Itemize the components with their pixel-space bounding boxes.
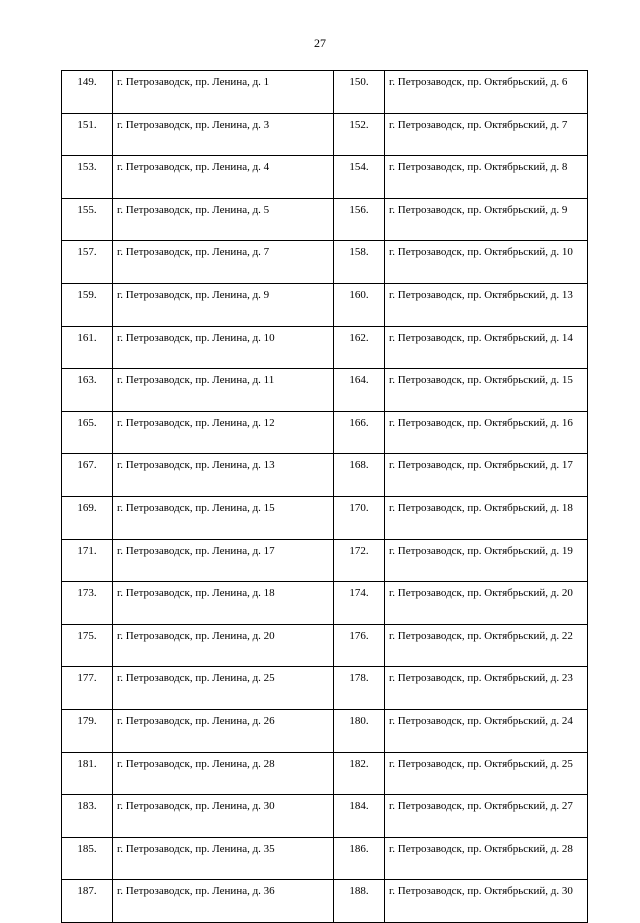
table-row [62,326,588,369]
address-right: г. Петрозаводск, пр. Октябрьский, д. 13 [385,283,588,326]
table-row [62,709,588,752]
address-right: г. Петрозаводск, пр. Октябрьский, д. 7 [385,113,588,156]
address-left: г. Петрозаводск, пр. Ленина, д. 4 [113,156,334,199]
row-number-right: 170. [334,496,385,539]
row-number-right: 188. [334,880,385,923]
row-number-left: 175. [62,624,113,667]
table-row [62,241,588,284]
address-left: г. Петрозаводск, пр. Ленина, д. 28 [113,752,334,795]
address-right: г. Петрозаводск, пр. Октябрьский, д. 28 [385,837,588,880]
row-number-left: 165. [62,411,113,454]
address-right: г. Петрозаводск, пр. Октябрьский, д. 25 [385,752,588,795]
address-left: г. Петрозаводск, пр. Ленина, д. 25 [113,667,334,710]
table-row [62,454,588,497]
address-left: г. Петрозаводск, пр. Ленина, д. 9 [113,283,334,326]
address-table-body [62,71,588,923]
address-left: г. Петрозаводск, пр. Ленина, д. 18 [113,582,334,625]
address-right: г. Петрозаводск, пр. Октябрьский, д. 14 [385,326,588,369]
address-right: г. Петрозаводск, пр. Октябрьский, д. 6 [385,71,588,114]
row-number-left: 179. [62,709,113,752]
address-right: г. Петрозаводск, пр. Октябрьский, д. 22 [385,624,588,667]
address-right: г. Петрозаводск, пр. Октябрьский, д. 16 [385,411,588,454]
row-number-right: 158. [334,241,385,284]
table-row [62,369,588,412]
address-right: г. Петрозаводск, пр. Октябрьский, д. 23 [385,667,588,710]
row-number-right: 178. [334,667,385,710]
address-right: г. Петрозаводск, пр. Октябрьский, д. 10 [385,241,588,284]
row-number-left: 173. [62,582,113,625]
address-left: г. Петрозаводск, пр. Ленина, д. 20 [113,624,334,667]
address-left: г. Петрозаводск, пр. Ленина, д. 10 [113,326,334,369]
address-left: г. Петрозаводск, пр. Ленина, д. 30 [113,795,334,838]
row-number-left: 157. [62,241,113,284]
address-left: г. Петрозаводск, пр. Ленина, д. 35 [113,837,334,880]
page-number: 27 [314,36,326,50]
address-right: г. Петрозаводск, пр. Октябрьский, д. 20 [385,582,588,625]
row-number-right: 150. [334,71,385,114]
row-number-left: 167. [62,454,113,497]
address-left: г. Петрозаводск, пр. Ленина, д. 5 [113,198,334,241]
row-number-right: 182. [334,752,385,795]
row-number-left: 169. [62,496,113,539]
row-number-right: 152. [334,113,385,156]
row-number-right: 172. [334,539,385,582]
address-left: г. Петрозаводск, пр. Ленина, д. 13 [113,454,334,497]
table-row [62,283,588,326]
address-right: г. Петрозаводск, пр. Октябрьский, д. 15 [385,369,588,412]
address-right: г. Петрозаводск, пр. Октябрьский, д. 19 [385,539,588,582]
address-right: г. Петрозаводск, пр. Октябрьский, д. 9 [385,198,588,241]
row-number-right: 154. [334,156,385,199]
row-number-left: 149. [62,71,113,114]
table-row [62,198,588,241]
row-number-left: 185. [62,837,113,880]
row-number-left: 153. [62,156,113,199]
address-right: г. Петрозаводск, пр. Октябрьский, д. 18 [385,496,588,539]
address-left: г. Петрозаводск, пр. Ленина, д. 15 [113,496,334,539]
table-row [62,411,588,454]
row-number-left: 171. [62,539,113,582]
table-row [62,837,588,880]
row-number-left: 159. [62,283,113,326]
address-left: г. Петрозаводск, пр. Ленина, д. 36 [113,880,334,923]
address-left: г. Петрозаводск, пр. Ленина, д. 17 [113,539,334,582]
row-number-left: 151. [62,113,113,156]
address-table [61,70,588,923]
address-right: г. Петрозаводск, пр. Октябрьский, д. 24 [385,709,588,752]
table-row [62,795,588,838]
table-row [62,582,588,625]
address-right: г. Петрозаводск, пр. Октябрьский, д. 8 [385,156,588,199]
row-number-right: 164. [334,369,385,412]
table-row [62,71,588,114]
table-row [62,667,588,710]
row-number-right: 166. [334,411,385,454]
address-right: г. Петрозаводск, пр. Октябрьский, д. 17 [385,454,588,497]
table-row [62,539,588,582]
table-row [62,880,588,923]
row-number-right: 168. [334,454,385,497]
row-number-right: 176. [334,624,385,667]
address-right: г. Петрозаводск, пр. Октябрьский, д. 30 [385,880,588,923]
address-left: г. Петрозаводск, пр. Ленина, д. 11 [113,369,334,412]
table-row [62,156,588,199]
address-left: г. Петрозаводск, пр. Ленина, д. 12 [113,411,334,454]
row-number-right: 162. [334,326,385,369]
row-number-right: 174. [334,582,385,625]
address-left: г. Петрозаводск, пр. Ленина, д. 7 [113,241,334,284]
address-left: г. Петрозаводск, пр. Ленина, д. 3 [113,113,334,156]
row-number-left: 183. [62,795,113,838]
row-number-right: 186. [334,837,385,880]
table-row [62,752,588,795]
row-number-right: 156. [334,198,385,241]
row-number-left: 155. [62,198,113,241]
row-number-right: 184. [334,795,385,838]
address-right: г. Петрозаводск, пр. Октябрьский, д. 27 [385,795,588,838]
address-left: г. Петрозаводск, пр. Ленина, д. 26 [113,709,334,752]
row-number-right: 160. [334,283,385,326]
row-number-left: 187. [62,880,113,923]
table-row [62,624,588,667]
address-left: г. Петрозаводск, пр. Ленина, д. 1 [113,71,334,114]
table-row [62,113,588,156]
row-number-left: 163. [62,369,113,412]
row-number-left: 177. [62,667,113,710]
row-number-left: 161. [62,326,113,369]
row-number-right: 180. [334,709,385,752]
row-number-left: 181. [62,752,113,795]
table-row [62,496,588,539]
